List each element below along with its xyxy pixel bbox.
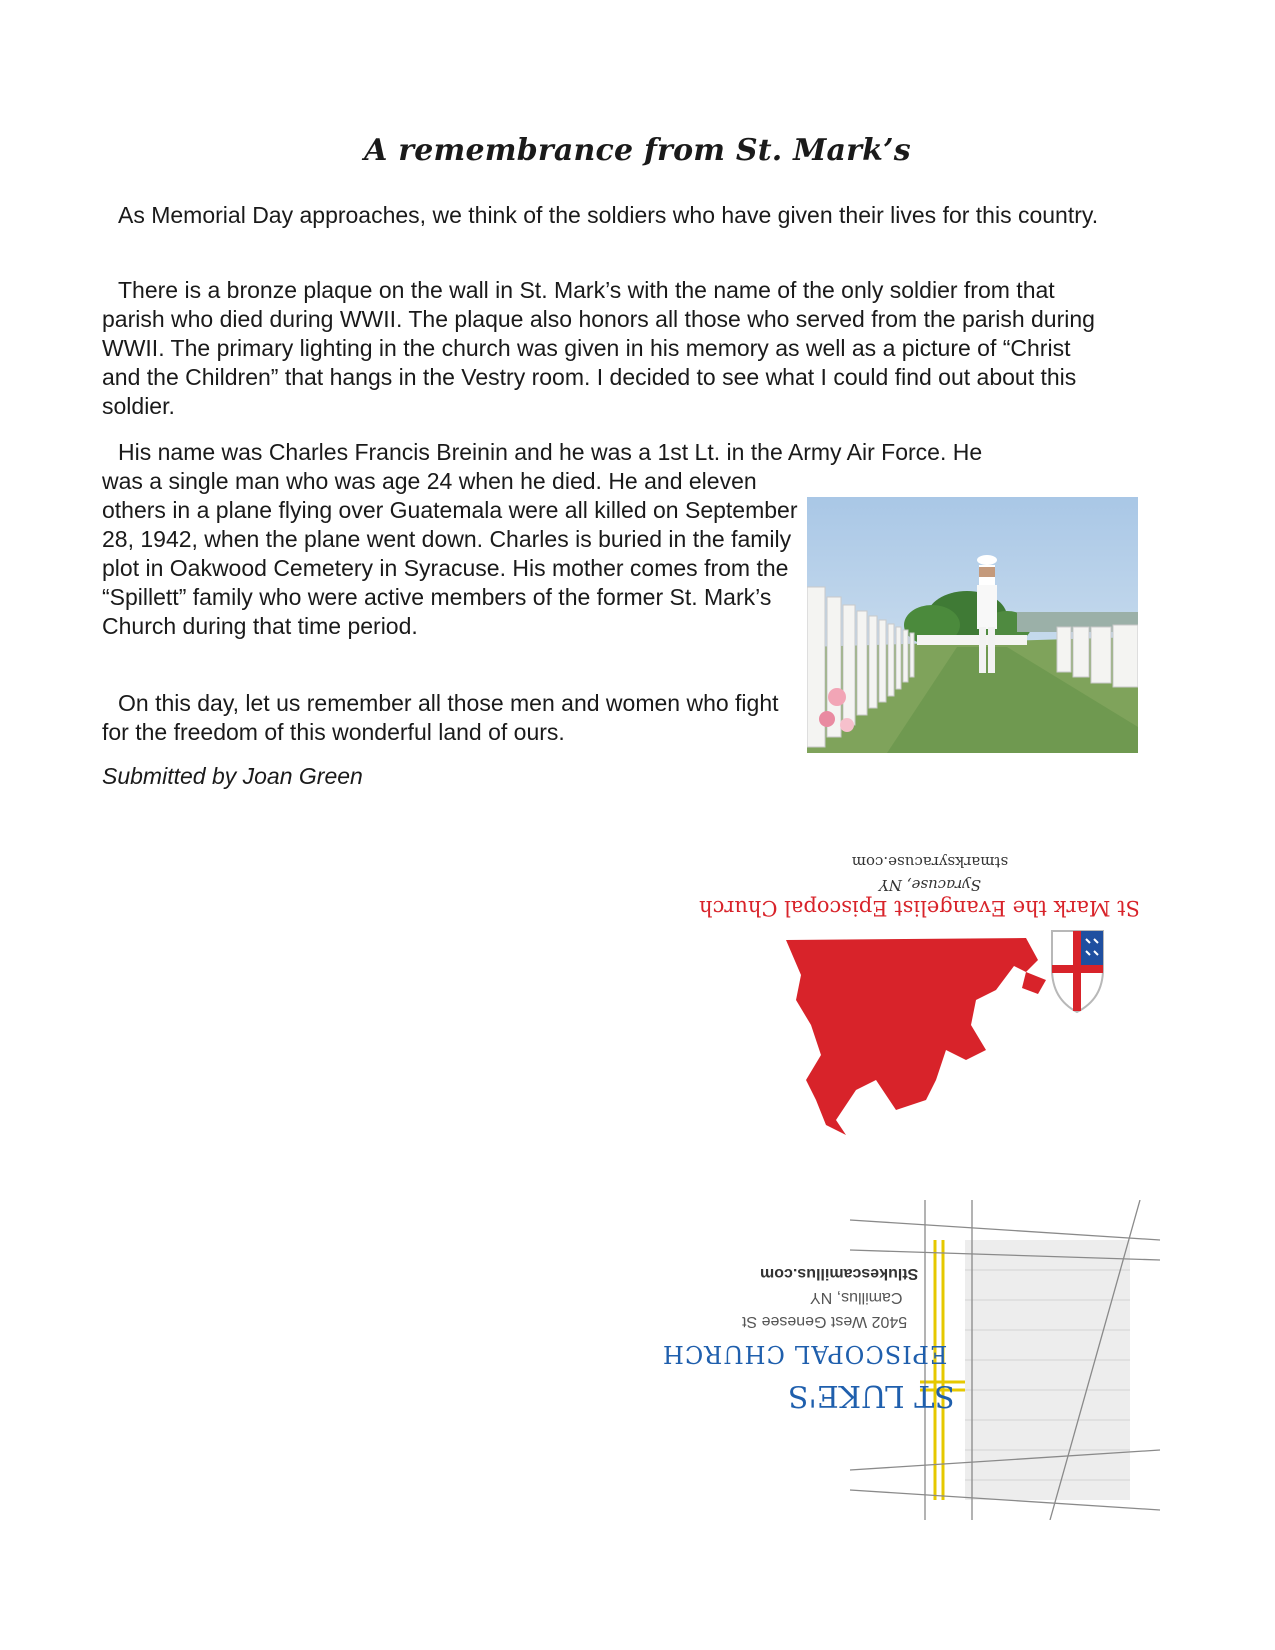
episcopal-shield-icon bbox=[1050, 929, 1105, 1014]
paragraph-bronze-plaque: There is a bronze plaque on the wall in St. Mark’s with the name of the only soldier from that parish who died during WWII. The plaque also honors all those who served from the parish during WWII. The primary lighting in the church was given in his memory as well as a picture of “Christ and the Children” that hangs in the Vestry room. I decided to see what I could find out about this soldier. bbox=[102, 277, 1095, 419]
cemetery-photo bbox=[807, 497, 1138, 753]
st-luke-name-line2: EPISCOPAL CHURCH bbox=[662, 1340, 948, 1368]
cemetery-photo-image bbox=[807, 497, 1138, 753]
paragraph-remember: On this day, let us remember all those men and women who fight for the freedom of this wonderful land of ours. bbox=[102, 690, 779, 745]
st-mark-logo bbox=[700, 840, 1140, 1140]
st-mark-city: Syracuse, NY bbox=[878, 876, 982, 894]
st-luke-website: Stlukescamillus.com bbox=[760, 1265, 919, 1282]
paragraph-soldier-details: was a single man who was age 24 when he died. He and eleven others in a plane flying over Guatemala were all killed on September 28, 1942, when the plane went down. Charles is buried in the family plot in Oakwood Cemetery in Syracuse. His mother comes from the “Spillett” family who were active members of the former St. Mark’s Church during that time period. bbox=[102, 468, 798, 639]
paragraph-memorial-day: As Memorial Day approaches, we think of the soldiers who have given their lives for this country. bbox=[118, 202, 1099, 228]
st-mark-website: stmarksyracuse.com bbox=[851, 853, 1009, 871]
st-luke-name-line1: ST LUKE'S bbox=[788, 1378, 955, 1413]
st-luke-address: 5402 West Genesee St bbox=[742, 1313, 908, 1330]
winged-lion-icon bbox=[776, 930, 1076, 1140]
article-title: A remembrance from St. Mark’s bbox=[364, 133, 911, 168]
st-luke-logo bbox=[650, 1200, 1170, 1520]
paragraph-soldier-intro: His name was Charles Francis Breinin and he was a 1st Lt. in the Army Air Force. He bbox=[118, 439, 983, 465]
st-mark-church-name: St Mark the Evangelist Episcopal Church bbox=[699, 896, 1140, 920]
st-luke-city: Camillus, NY bbox=[810, 1289, 903, 1306]
byline: Submitted by Joan Green bbox=[102, 763, 363, 789]
